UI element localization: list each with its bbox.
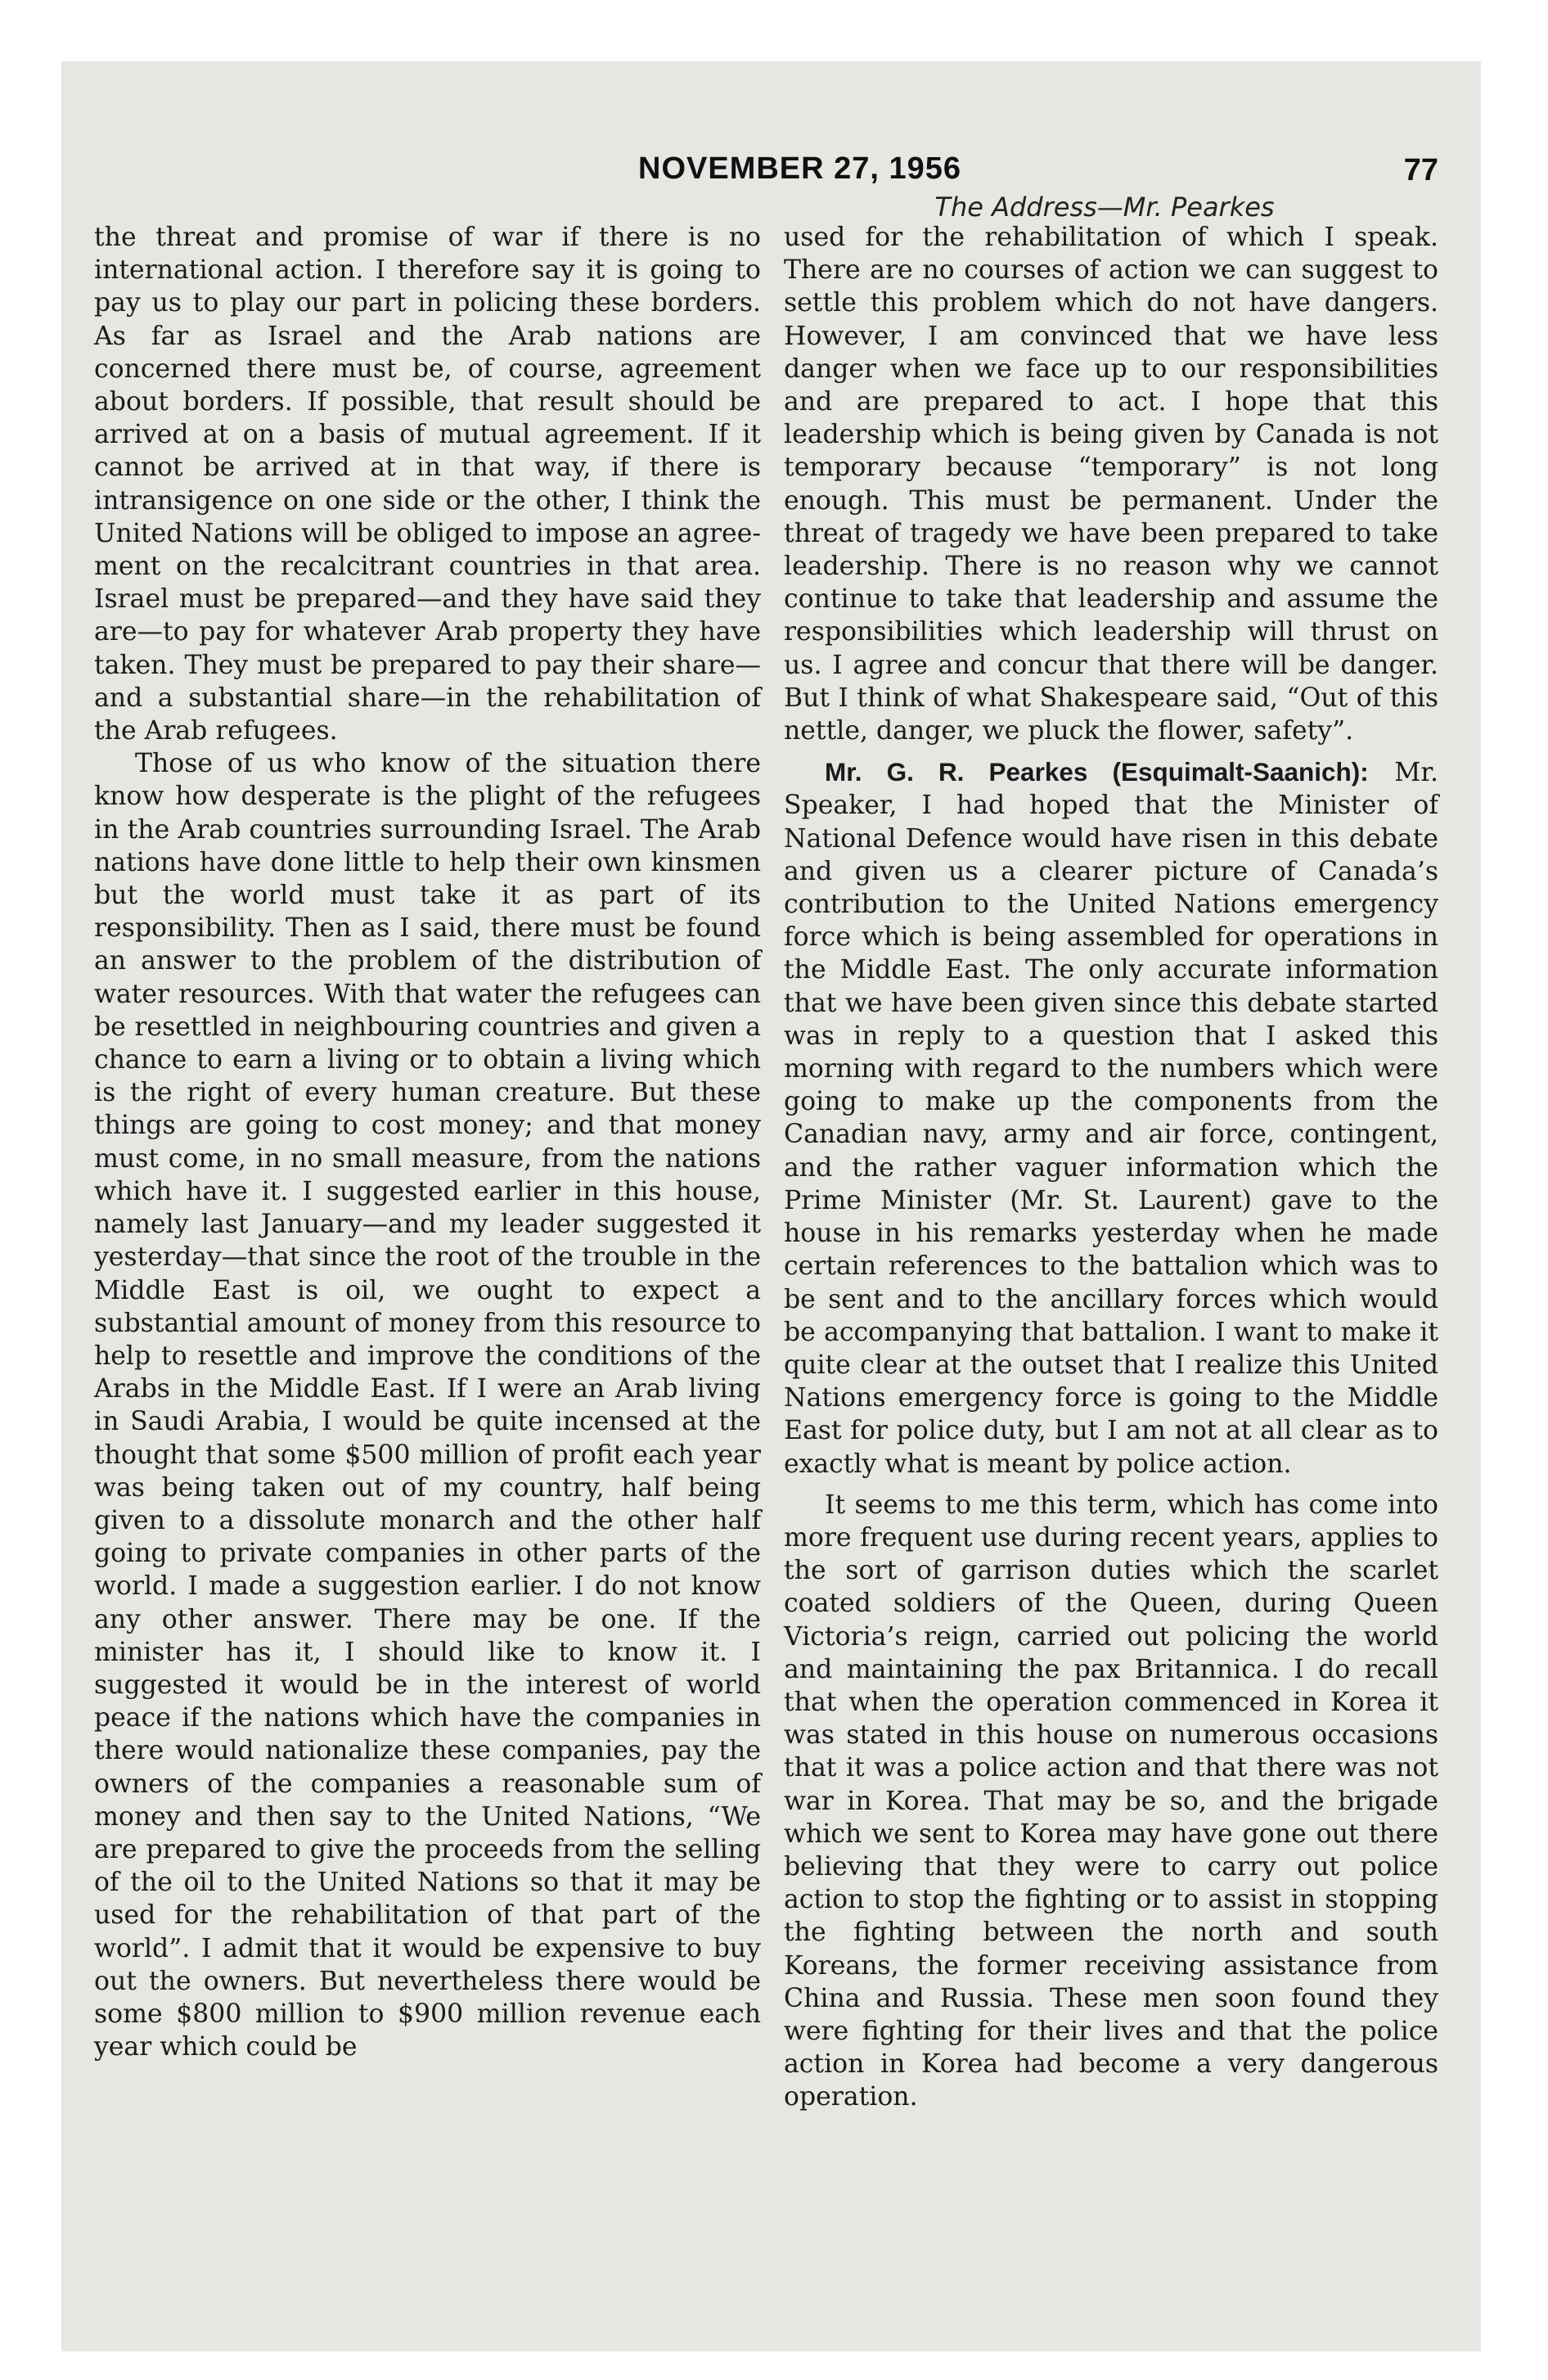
paragraph: It seems to me this term, which has come into more frequent use during recent years, applies to the sort of garrison duties which the scarlet coated soldiers of the Queen, during Queen Victoria’s reign, carried out policing the world and maintaining the pax Britannica. I do recall that when the operation commenced in Korea it was stated in this house on numerous occasions that it was a police action and that there was not war in Korea. That may be so, and the brigade which we sent to Korea may have gone out there believing that they were to carry out police action to stop the fighting or to assist in stopping the fighting between the north and south Koreans, the former receiving assistance from China and Russia. These men soon found they were fighting for their lives and that the police action in Korea had become a very dangerous operation.: [784, 1490, 1438, 2112]
paragraph: Those of us who know of the situation there know how desperate is the plight of the refugees in the Arab countries surrounding Israel. The Arab nations have done little to help their own kinsmen but the world must take it as part of its responsibility. Then as I said, there must be found an answer to the problem of the distribution of water resources. With that water the refugees can be resettled in neighbouring countries and given a chance to earn a living or to obtain a living which is the right of every human creature. But these things are going to cost money; and that money must come, in no small measure, from the nations which have it. I suggested earlier in this house, namely last January—and my leader suggested it yesterday—that since the root of the trouble in the Middle East is oil, we ought to expect a substantial amount of money from this resource to help to resettle and improve the conditions of the Arabs in the Middle East. If I were an Arab living in Saudi Arabia, I would be quite incensed at the thought that some $500 million of profit each year was being taken out of my country, half being given to a dissolute monarch and the other half going to private companies in other parts of the world. I made a suggestion earlier. I do not know any other answer. There may be one. If the minister has it, I should like to know it. I suggested it would be in the interest of world peace if the nations which have the companies in there would nationalize these companies, pay the owners of the companies a reasonable sum of money and then say to the United Nations, “We are prepared to give the proceeds from the selling of the oil to the United Nations so that it may be used for the rehabilitation of that part of the world”. I admit that it would be expensive to buy out the owners. But nevertheless there would be some $800 million to $900 million revenue each year which could be: [94, 749, 761, 2062]
right-column: [784, 221, 1438, 2114]
page-number: 77: [1403, 153, 1438, 187]
speaker-text: Mr. Speaker, I had hoped that the Minister of National Defence would have risen in this debate and given us a clearer picture of Canada’s contribution to the United Nations emergency force which is being assembled for operations in the Middle East. The only accurate information that we have been given since this debate started was in reply to a question that I asked this morning with regard to the numbers which were going to make up the components from the Canadian navy, army and air force, contingent, and the rather vaguer information which the Prime Minister (Mr. St. Laurent) gave to the house in his remarks yesterday when he made certain references to the battalion which was to be sent and to the ancillary forces which would be accompanying that battalion. I want to make it quite clear at the outset that I realize this United Nations emergency force is going to the Middle East for police duty, but I am not at all clear as to exactly what is meant by police action.: [784, 758, 1438, 1479]
speaker-paragraph: [784, 755, 1438, 1480]
speaker-name: Mr. G. R. Pearkes (Esquimalt-Saanich):: [825, 757, 1369, 787]
paragraph: the threat and promise of war if there is no international action. I therefore say it is going to pay us to play our part in policing these borders. As far as Israel and the Arab nations are concerned there must be, of course, agreement about borders. If possible, that result should be arrived at on a basis of mutual agreement. If it cannot be arrived at in that way, if there is intransigence on one side or the other, I think the United Nations will be obliged to impose an agreement on the recalcitrant countries in that area. Israel must be prepared—and they have said they are—to pay for whatever Arab property they have taken. They must be prepared to pay their share—and a substantial share—in the rehabilitation of the Arab refugees.: [94, 223, 761, 746]
page-header: [0, 151, 1548, 191]
running-head: The Address—Mr. Pearkes: [934, 192, 1275, 223]
paragraph: used for the rehabilitation of which I speak. There are no courses of action we can suggest to settle this problem which do not have dangers. However, I am convinced that we have less danger when we face up to our responsibilities and are prepared to act. I hope that this leadership which is being given by Canada is not temporary because “temporary” is not long enough. This must be permanent. Under the threat of tragedy we have been prepared to take leadership. There is no reason why we cannot continue to take that leadership and assume the responsibilities which leadership will thrust on us. I agree and concur that there will be danger. But I think of what Shakespeare said, “Out of this nettle, danger, we pluck the flower, safety”.: [784, 223, 1438, 746]
page-date: NOVEMBER 27, 1956: [638, 151, 962, 186]
left-column: [94, 221, 761, 2063]
